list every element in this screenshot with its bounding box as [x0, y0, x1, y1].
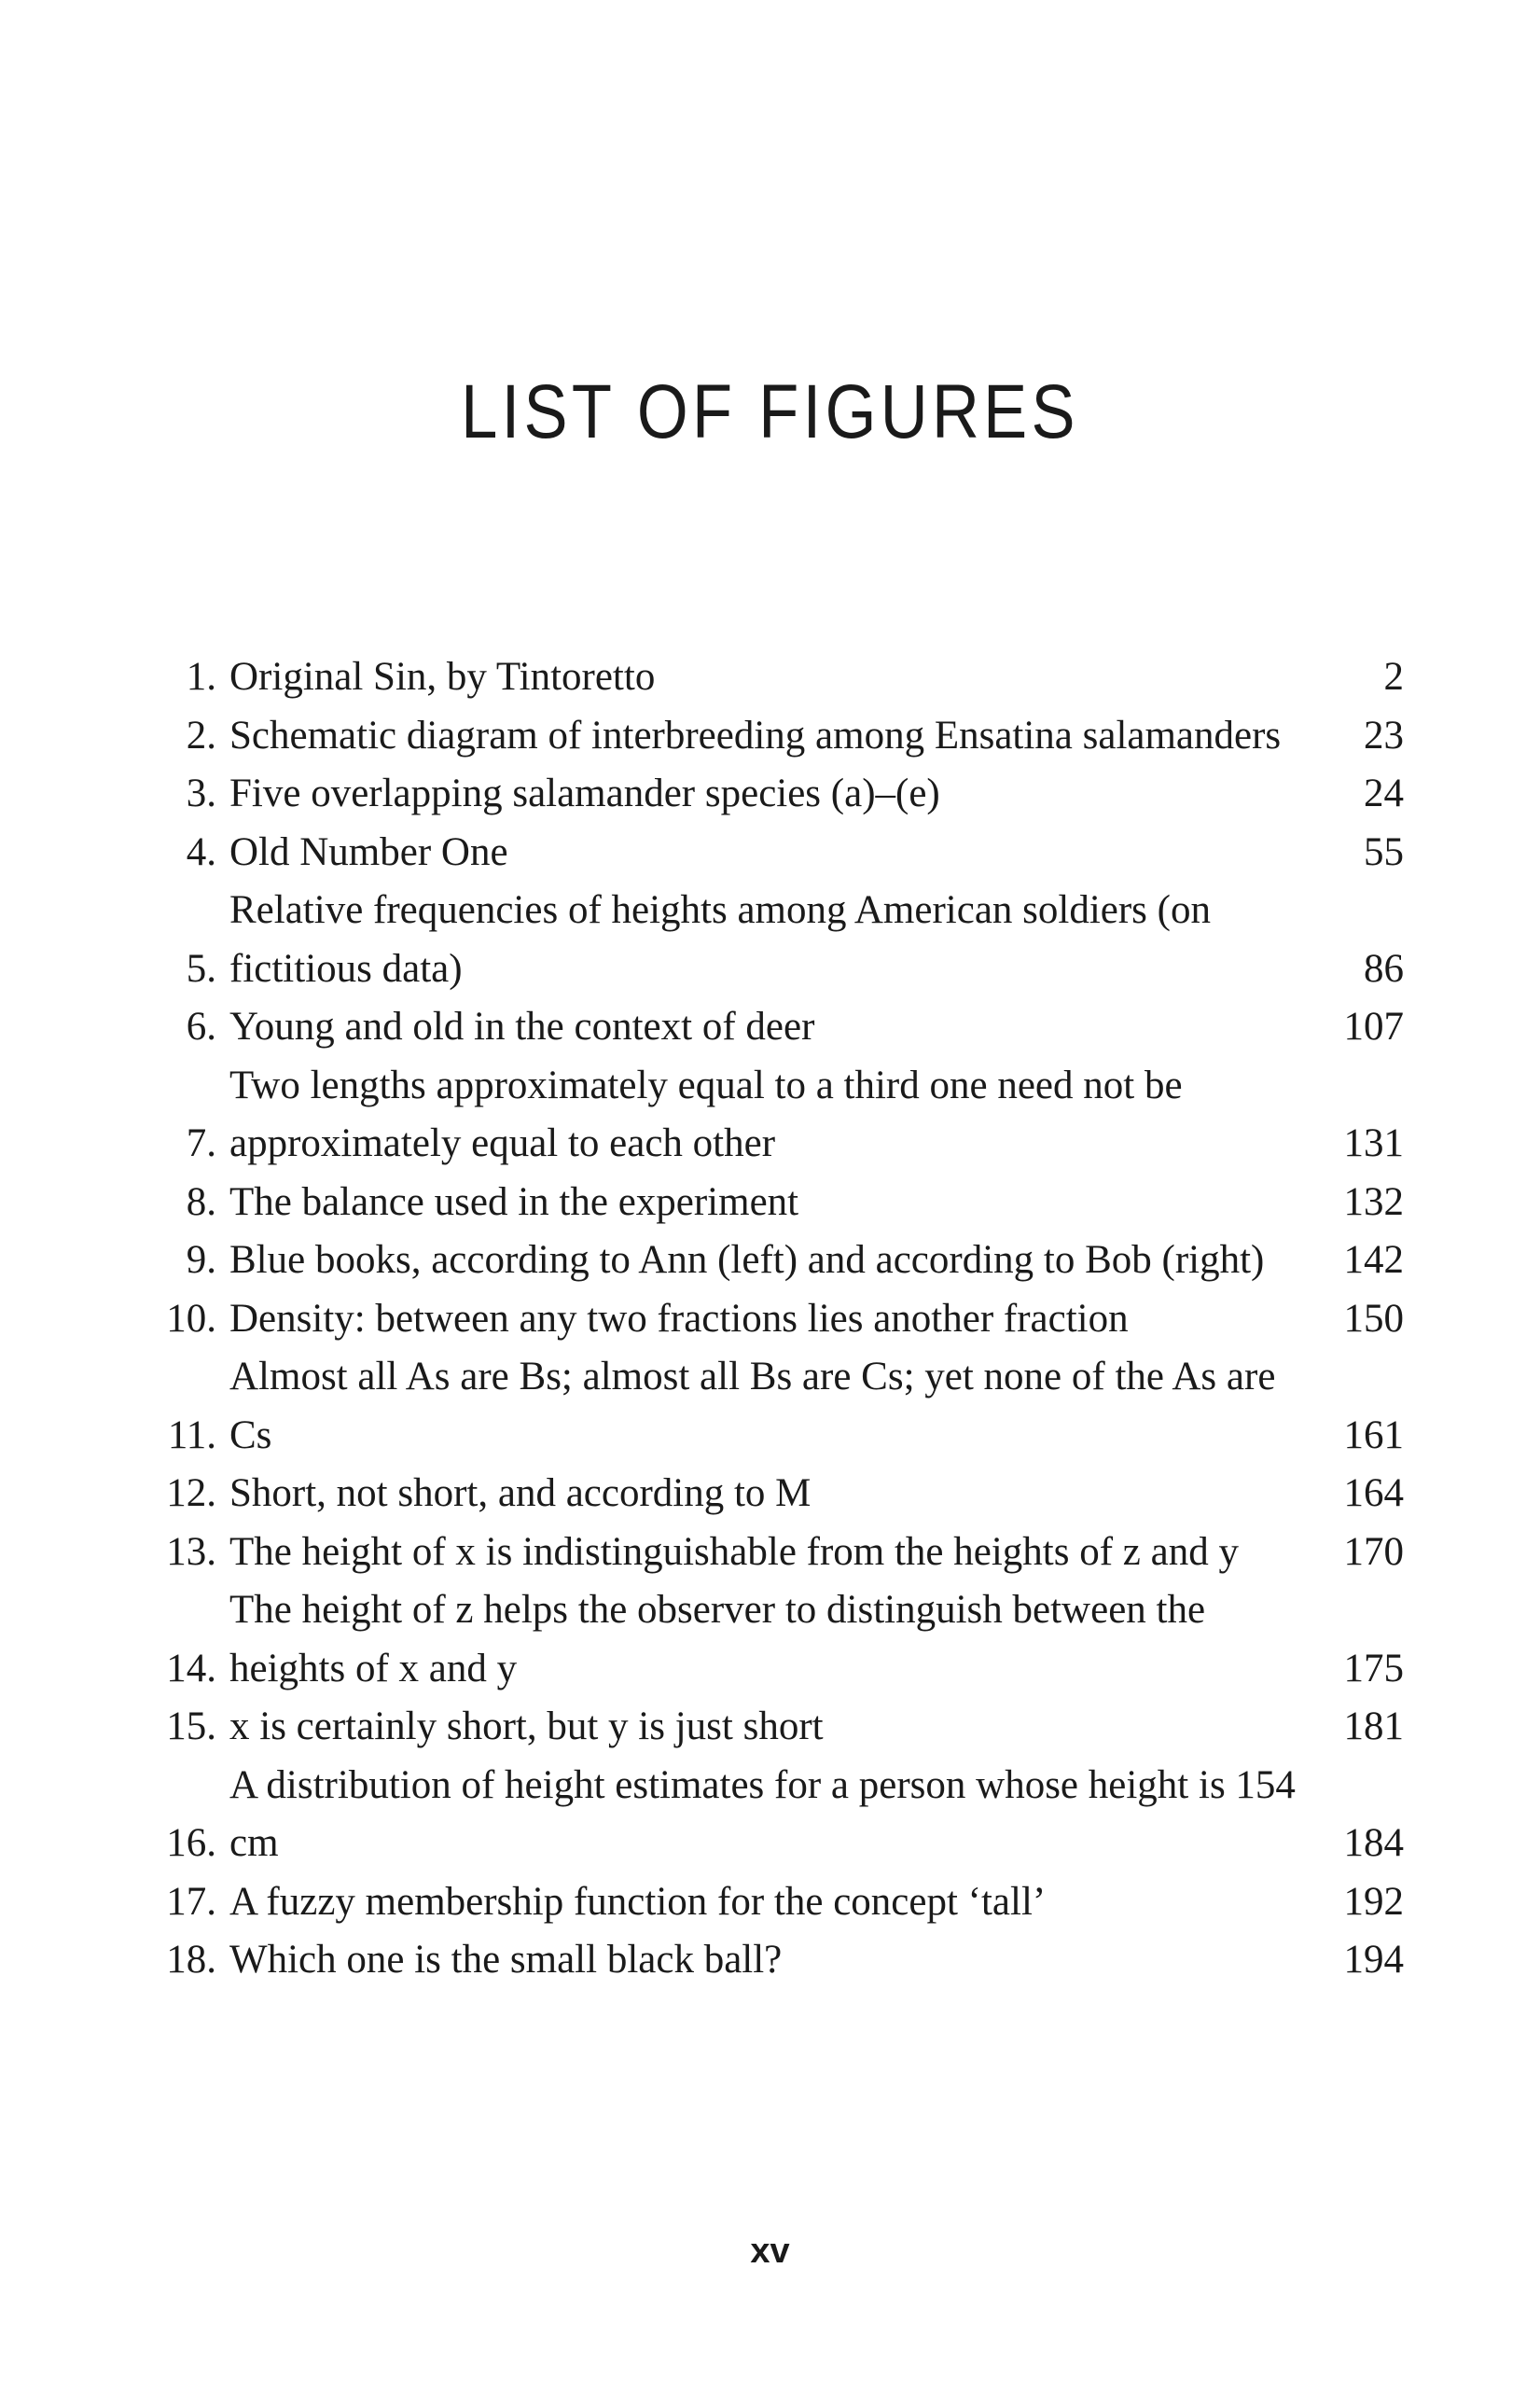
- figure-entry-4: [140, 824, 1404, 883]
- figure-page-number: 24: [1364, 772, 1404, 815]
- figure-caption: Which one is the small black ball?: [229, 1938, 783, 1982]
- figure-page-number: 86: [1364, 946, 1404, 991]
- figure-entry-17: [140, 1873, 1404, 1932]
- figure-entry-16: [140, 1757, 1404, 1873]
- figure-entry-15: [140, 1698, 1404, 1757]
- figure-caption: Five overlapping salamander species (a)–(e): [229, 772, 940, 815]
- figure-page-number: 164: [1343, 1471, 1404, 1515]
- figure-page-number: 2: [1383, 655, 1404, 699]
- figure-entry-11: [140, 1348, 1404, 1465]
- figure-page-number: 131: [1343, 1121, 1404, 1165]
- figure-caption: Two lengths approximately equal to a third one need not be approximately equal to each other: [229, 1063, 1183, 1165]
- figure-caption: A distribution of height estimates for a person whose height is 154 cm: [229, 1762, 1296, 1865]
- figure-entry-2: [140, 707, 1404, 766]
- figure-page-number: 132: [1343, 1179, 1404, 1224]
- figure-page-number: 181: [1343, 1704, 1404, 1748]
- figure-caption: Original Sin, by Tintoretto: [229, 655, 656, 699]
- figure-caption: A fuzzy membership function for the concept ‘tall’: [229, 1879, 1047, 1924]
- figure-number: 18.: [166, 1938, 216, 1982]
- figure-page-number: 107: [1343, 1005, 1404, 1049]
- figure-number: 10.: [166, 1296, 216, 1341]
- figure-number: 15.: [166, 1704, 216, 1748]
- figure-page-number: 175: [1343, 1646, 1404, 1690]
- figure-page-number: 184: [1343, 1821, 1404, 1865]
- figure-page-number: 192: [1343, 1879, 1404, 1924]
- figure-entry-6: [140, 998, 1404, 1057]
- figure-caption: x is certainly short, but y is just short: [229, 1704, 824, 1748]
- figure-entry-9: [140, 1231, 1404, 1290]
- figure-caption: The height of z helps the observer to distinguish between the heights of x and y: [229, 1588, 1206, 1690]
- figure-entry-5: [140, 882, 1404, 998]
- figure-entry-7: [140, 1057, 1404, 1174]
- figure-page-number: 150: [1343, 1296, 1404, 1341]
- figure-entry-8: [140, 1174, 1404, 1232]
- page-title: LIST OF FIGURES: [461, 369, 1079, 454]
- figure-number: 3.: [186, 772, 216, 815]
- figure-entry-10: [140, 1290, 1404, 1349]
- figure-number: 12.: [166, 1471, 216, 1515]
- figure-number: 9.: [186, 1238, 216, 1282]
- page-folio: xv: [750, 2232, 790, 2271]
- figure-number: 6.: [186, 1005, 216, 1049]
- figure-entry-14: [140, 1581, 1404, 1698]
- figure-caption: Schematic diagram of interbreeding among Ensatina salamanders: [229, 713, 1282, 758]
- figure-entry-18: [140, 1931, 1404, 1990]
- figure-number: 13.: [166, 1529, 216, 1574]
- figure-page-number: 194: [1343, 1938, 1404, 1982]
- figure-number: 2.: [186, 713, 216, 758]
- figure-caption: The balance used in the experiment: [229, 1179, 799, 1224]
- figure-caption: Relative frequencies of heights among American soldiers (on fictitious data): [229, 888, 1211, 991]
- figure-number: 7.: [186, 1121, 216, 1165]
- figure-caption: The height of x is indistinguishable from the heights of z and y: [229, 1529, 1239, 1574]
- figure-number: 16.: [166, 1821, 216, 1865]
- figure-page-number: 55: [1364, 829, 1404, 874]
- figure-entry-3: [140, 765, 1404, 824]
- figure-page-number: 23: [1364, 713, 1404, 758]
- figure-page-number: 170: [1343, 1529, 1404, 1574]
- figure-number: 4.: [186, 829, 216, 874]
- figure-number: 8.: [186, 1179, 216, 1224]
- figure-number: 17.: [166, 1879, 216, 1924]
- figure-caption: Density: between any two fractions lies another fraction: [229, 1296, 1129, 1341]
- figure-caption: Young and old in the context of deer: [229, 1005, 815, 1049]
- figure-entry-13: [140, 1524, 1404, 1582]
- figure-entry-1: [140, 648, 1404, 707]
- figure-caption: Blue books, according to Ann (left) and according to Bob (right): [229, 1238, 1265, 1282]
- figure-page-number: 142: [1343, 1238, 1404, 1282]
- figure-caption: Short, not short, and according to M: [229, 1471, 812, 1515]
- figure-number: 1.: [186, 655, 216, 699]
- figure-number: 11.: [167, 1412, 216, 1457]
- figure-number: 14.: [166, 1646, 216, 1690]
- figure-caption: Almost all As are Bs; almost all Bs are Cs; yet none of the As are Cs: [229, 1355, 1276, 1457]
- figure-number: 5.: [186, 946, 216, 991]
- figure-list: [140, 648, 1404, 1990]
- figure-entry-12: [140, 1465, 1404, 1524]
- figure-caption: Old Number One: [229, 829, 508, 874]
- figure-page-number: 161: [1343, 1412, 1404, 1457]
